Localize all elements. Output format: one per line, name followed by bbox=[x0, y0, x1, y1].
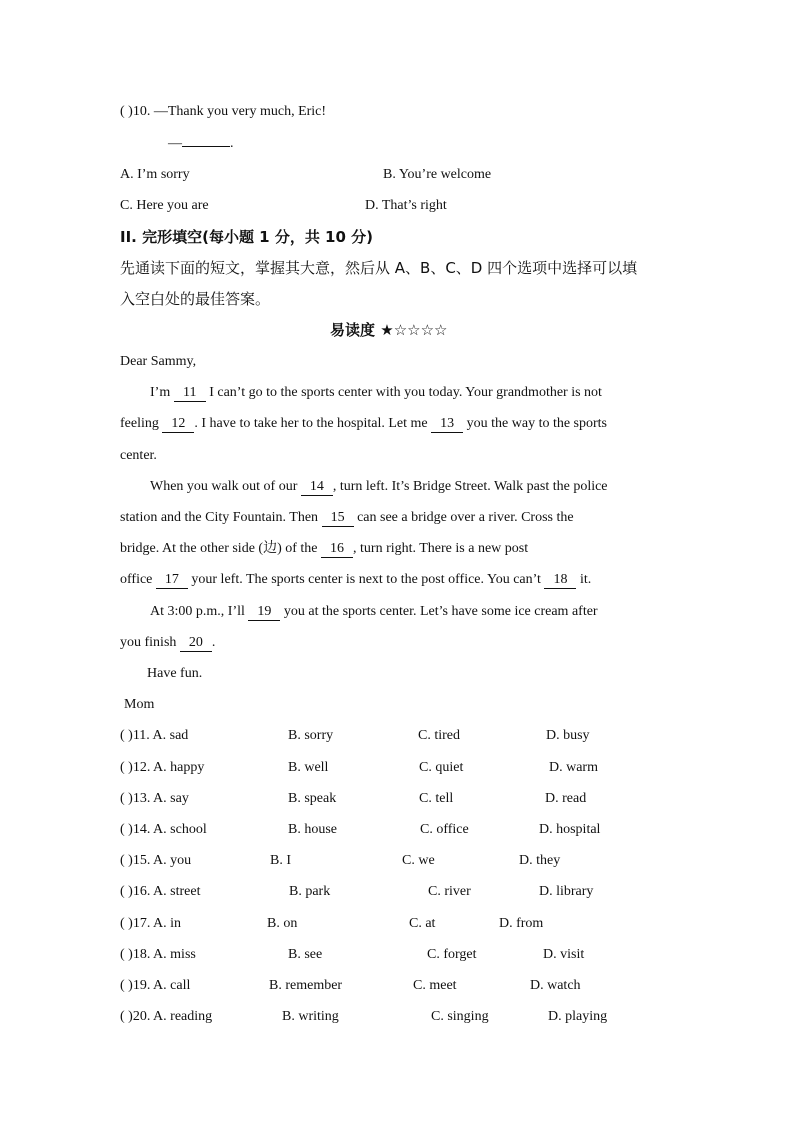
letter-p3-line-2 bbox=[120, 633, 215, 653]
q19-option-d: D. watch bbox=[530, 978, 581, 993]
text: you at the sports center. Let’s have some ice cream after bbox=[280, 604, 598, 619]
question-19: ( )19. A. call bbox=[120, 978, 191, 993]
letter-p1-line-3: center. bbox=[120, 448, 157, 463]
text: your left. The sports center is next to the post office. You can’t bbox=[187, 572, 545, 587]
text: . I have to take her to the hospital. Let me bbox=[194, 416, 432, 431]
question-16: ( )16. A. street bbox=[120, 884, 201, 899]
q10-option-c: C. Here you are bbox=[120, 198, 209, 213]
letter-p2-line-4 bbox=[120, 570, 591, 590]
blank-15: 15 bbox=[322, 509, 354, 527]
text: I’m bbox=[150, 385, 174, 400]
text: station and the City Fountain. Then bbox=[120, 510, 322, 525]
q11-option-b: B. sorry bbox=[288, 728, 334, 743]
question-12: ( )12. A. happy bbox=[120, 760, 205, 775]
letter-closing: Have fun. bbox=[147, 666, 203, 681]
section-title: II. 完形填空(每小题 1 分，共 10 分) bbox=[120, 228, 373, 246]
response-dash: — bbox=[168, 136, 182, 151]
q15-option-c: C. we bbox=[402, 853, 435, 868]
text: , turn left. It’s Bridge Street. Walk past the police bbox=[332, 479, 608, 494]
letter-p2-line-3 bbox=[120, 539, 528, 559]
response-end: . bbox=[230, 136, 234, 151]
q17-option-b: B. on bbox=[267, 916, 298, 931]
question-10-response bbox=[168, 134, 234, 154]
q12-option-b: B. well bbox=[288, 760, 329, 775]
q17-option-d: D. from bbox=[499, 916, 544, 931]
difficulty-stars: ★☆☆☆☆ bbox=[380, 321, 448, 339]
question-18: ( )18. A. miss bbox=[120, 947, 196, 962]
text: , turn right. There is a new post bbox=[353, 541, 529, 556]
q13-option-b: B. speak bbox=[288, 791, 337, 806]
q15-option-d: D. they bbox=[519, 853, 561, 868]
blank-19: 19 bbox=[248, 603, 280, 621]
letter-p2-line-2 bbox=[120, 508, 574, 528]
q19-option-c: C. meet bbox=[413, 978, 457, 993]
difficulty-label: 易读度 bbox=[330, 321, 376, 339]
q14-option-c: C. office bbox=[420, 822, 469, 837]
q14-option-b: B. house bbox=[288, 822, 337, 837]
text: can see a bridge over a river. Cross the bbox=[353, 510, 574, 525]
q18-option-c: C. forget bbox=[427, 947, 477, 962]
q10-option-b: B. You’re welcome bbox=[383, 167, 492, 182]
difficulty-rating bbox=[330, 320, 448, 340]
text: feeling bbox=[120, 416, 163, 431]
question-20: ( )20. A. reading bbox=[120, 1009, 213, 1024]
text: When you walk out of our bbox=[150, 479, 301, 494]
q20-option-d: D. playing bbox=[548, 1009, 608, 1024]
question-17: ( )17. A. in bbox=[120, 916, 182, 931]
q12-option-d: D. warm bbox=[549, 760, 598, 775]
q16-option-d: D. library bbox=[539, 884, 594, 899]
question-10-stem: ( )10. —Thank you very much, Eric! bbox=[120, 104, 327, 119]
q18-option-b: B. see bbox=[288, 947, 323, 962]
section-instruction-line-1: 先通读下面的短文，掌握其大意，然后从 A、B、C、D 四个选项中选择可以填 bbox=[120, 259, 638, 277]
text: I can’t go to the sports center with you today. Your grandmother is not bbox=[205, 385, 602, 400]
text: bridge. At the other side (边) of the bbox=[120, 541, 322, 556]
q17-option-c: C. at bbox=[409, 916, 436, 931]
text: it. bbox=[576, 572, 592, 587]
letter-signature: Mom bbox=[124, 697, 155, 712]
q13-option-c: C. tell bbox=[419, 791, 454, 806]
letter-p1-line-1 bbox=[150, 383, 602, 403]
q11-option-c: C. tired bbox=[418, 728, 460, 743]
answer-blank bbox=[182, 146, 230, 147]
text: . bbox=[211, 635, 216, 650]
q20-option-b: B. writing bbox=[282, 1009, 339, 1024]
letter-p3-line-1 bbox=[150, 602, 598, 622]
q16-option-c: C. river bbox=[428, 884, 471, 899]
question-14: ( )14. A. school bbox=[120, 822, 207, 837]
text: office bbox=[120, 572, 156, 587]
q11-option-d: D. busy bbox=[546, 728, 590, 743]
blank-17: 17 bbox=[156, 571, 188, 589]
blank-12: 12 bbox=[162, 415, 194, 433]
q15-option-b: B. I bbox=[270, 853, 291, 868]
section-instruction-line-2: 入空白处的最佳答案。 bbox=[120, 290, 271, 308]
text: you finish bbox=[120, 635, 180, 650]
q10-option-d: D. That’s right bbox=[365, 198, 447, 213]
text: At 3:00 p.m., I’ll bbox=[150, 604, 249, 619]
letter-greeting: Dear Sammy, bbox=[120, 354, 197, 369]
blank-13: 13 bbox=[431, 415, 463, 433]
q12-option-c: C. quiet bbox=[419, 760, 464, 775]
blank-16: 16 bbox=[321, 540, 353, 558]
q20-option-c: C. singing bbox=[431, 1009, 489, 1024]
blank-14: 14 bbox=[301, 478, 333, 496]
blank-20: 20 bbox=[180, 634, 212, 652]
q14-option-d: D. hospital bbox=[539, 822, 601, 837]
blank-18: 18 bbox=[544, 571, 576, 589]
question-11: ( )11. A. sad bbox=[120, 728, 189, 743]
q18-option-d: D. visit bbox=[543, 947, 585, 962]
letter-p1-line-2 bbox=[120, 414, 607, 434]
question-13: ( )13. A. say bbox=[120, 791, 189, 806]
q16-option-b: B. park bbox=[289, 884, 331, 899]
q19-option-b: B. remember bbox=[269, 978, 343, 993]
question-15: ( )15. A. you bbox=[120, 853, 192, 868]
blank-11: 11 bbox=[174, 384, 206, 402]
q13-option-d: D. read bbox=[545, 791, 587, 806]
letter-p2-line-1 bbox=[150, 477, 608, 497]
text: you the way to the sports bbox=[463, 416, 608, 431]
q10-option-a: A. I’m sorry bbox=[120, 167, 190, 182]
